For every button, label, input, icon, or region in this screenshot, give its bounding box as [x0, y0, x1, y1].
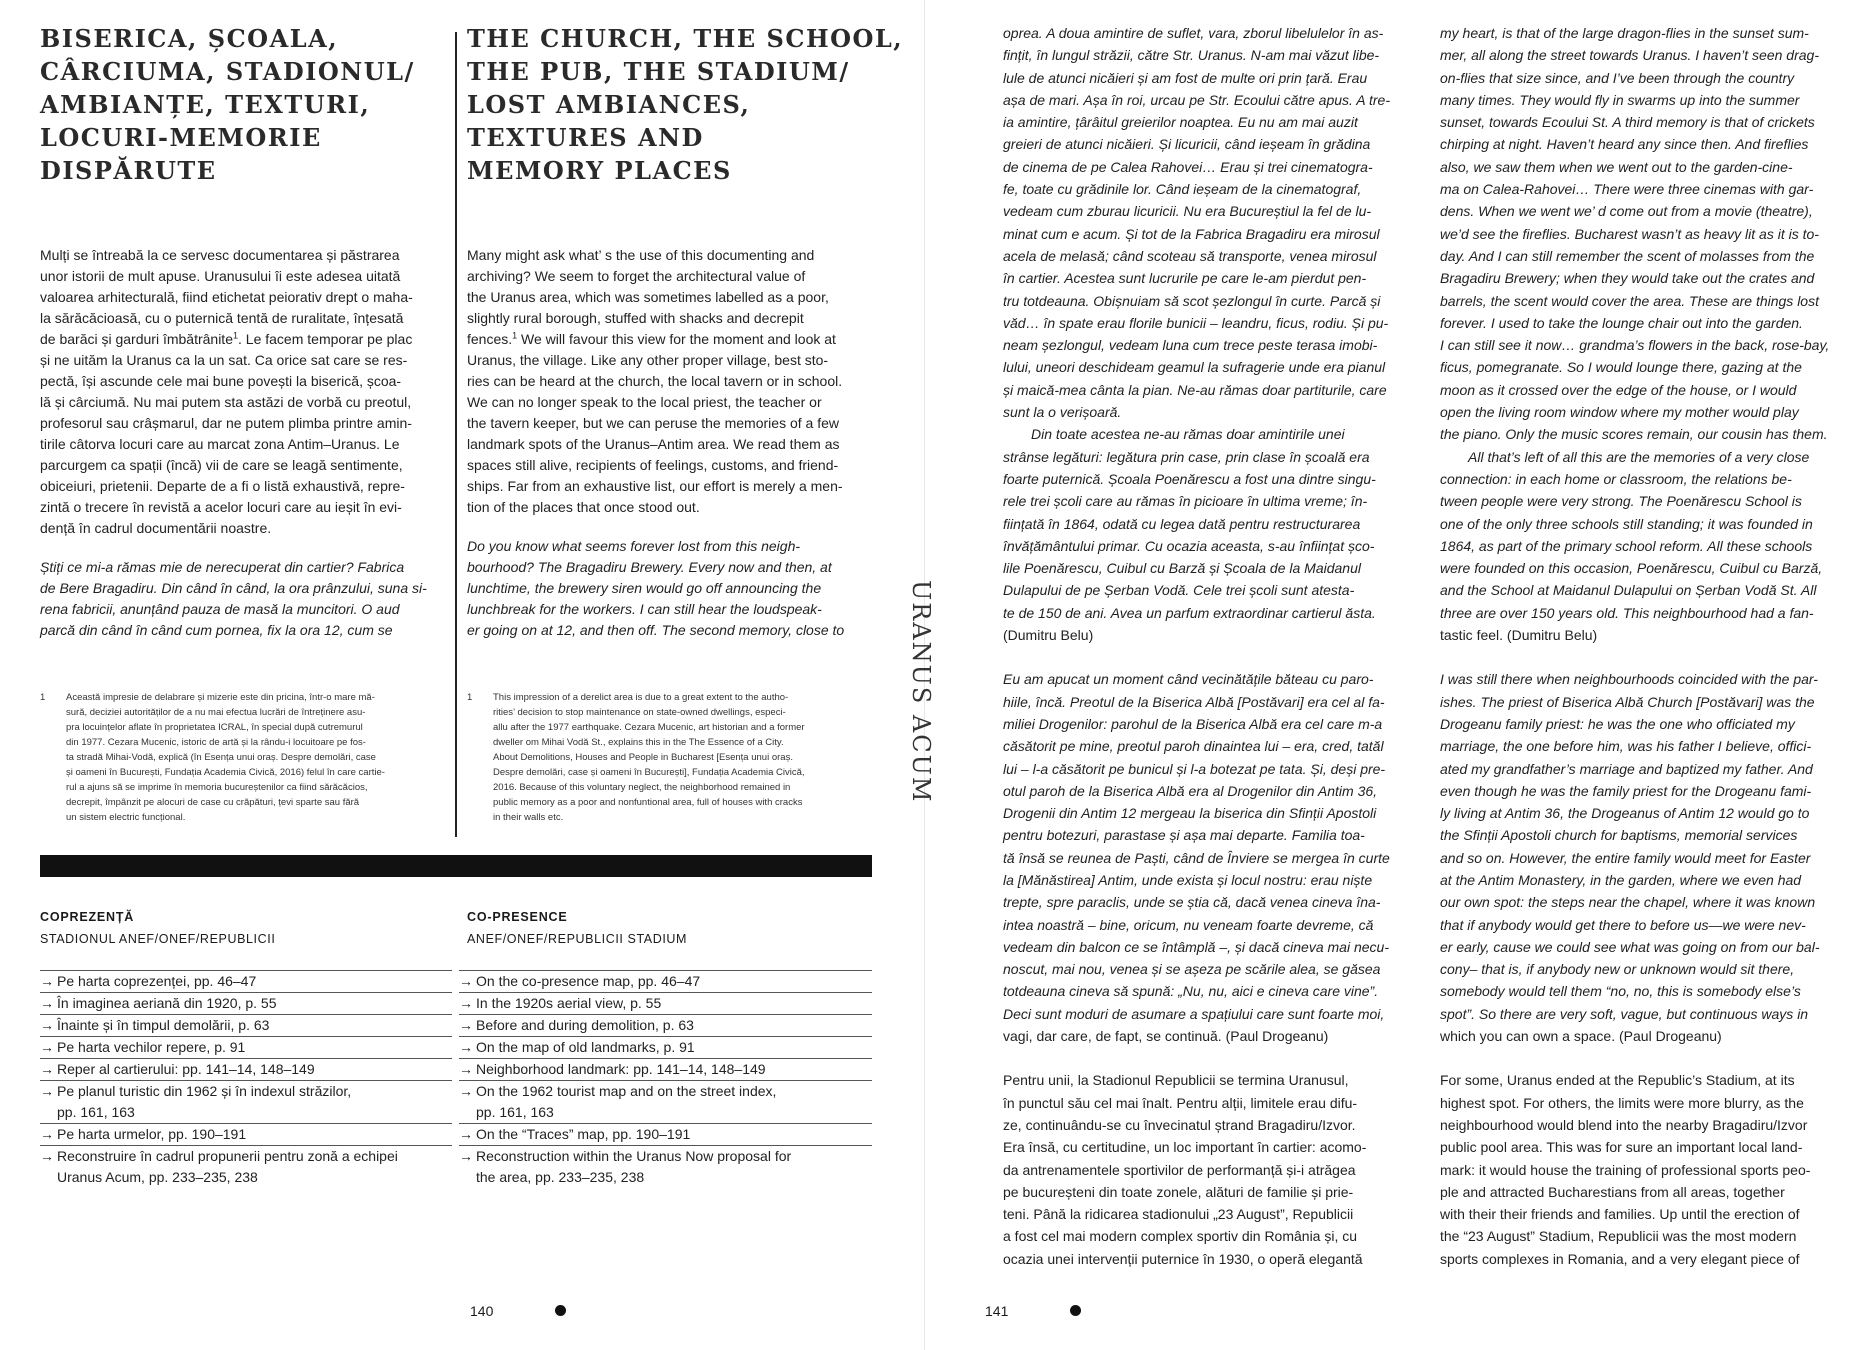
text-line: sunset, towards Ecoului St. A third memory is that of crickets	[1440, 114, 1815, 131]
arrow-right-icon: →	[459, 1017, 473, 1033]
headline-line: THE PUB, THE STADIUM/	[467, 57, 850, 86]
text-line: we’d see the fireflies. Bucharest wasn’t as heavy lit as it is to-	[1440, 225, 1819, 242]
text-line: văd… în spate erau florile bunicii – leandru, ficus, rodiu. Și pu-	[1003, 314, 1389, 331]
left-page	[0, 0, 924, 1350]
text-line: I was still there when neighbourhoods coincided with the par-	[1440, 671, 1818, 688]
text-line: noscut, mai nou, venea și se așeza pe scările alea, se găsea	[1003, 961, 1381, 978]
text-line: teni. Până la ridicarea stadionului „23 August”, Republicii	[1003, 1206, 1354, 1223]
paragraph-gap	[40, 539, 445, 557]
reference-item[interactable]	[459, 992, 872, 1014]
reference-item[interactable]	[40, 992, 452, 1014]
reference-text: On the co-presence map, pp. 46–47	[476, 973, 701, 989]
paragraph-gap	[1440, 646, 1840, 668]
arrow-right-icon: →	[40, 1017, 54, 1033]
text-line: Dulapului de pe Șerban Vodă. Cele trei școli sunt atesta-	[1003, 582, 1355, 599]
text-line: ze, continuându-se cu învecinatul ștrand Bragadiru/Izvor.	[1003, 1116, 1356, 1133]
text-line: spot”. So there are very soft, vague, but continuous ways in	[1440, 1005, 1809, 1022]
footnote-line: rities’ decision to stop maintenance on state-owned dwellings, especi-	[493, 707, 786, 718]
text-line: (Dumitru Belu)	[1003, 627, 1094, 644]
quote-line: lunchbreak for the workers. I can still hear the loudspeak-	[467, 601, 822, 617]
arrow-right-icon: →	[40, 995, 54, 1011]
text-line: Drogeanu family priest: he was the one who officiated my	[1440, 715, 1795, 732]
text-line: fe, toate cu grădinile lor. Când ieșeam de la cinematograf,	[1003, 181, 1362, 198]
reference-item[interactable]	[40, 1080, 452, 1123]
text-line: minat cum e acum. Și tot de la Fabrica Bragadiru era mirosul	[1003, 225, 1380, 242]
text-line: dență în cadrul documentării noastre.	[40, 520, 272, 536]
arrow-right-icon: →	[459, 1126, 473, 1142]
column-rule	[455, 32, 457, 837]
text-line: highest spot. For others, the limits were more blurry, as the	[1440, 1094, 1804, 1111]
footnote-line: 2016. Because of this voluntary neglect, the neighborhood remained in	[493, 782, 791, 793]
text-line: unor istorii de mult apuse. Uranusului îi este adesea uitată	[40, 268, 401, 284]
reference-text: Before and during demolition, p. 63	[476, 1017, 694, 1033]
reference-text: Uranus Acum, pp. 233–235, 238	[57, 1169, 258, 1185]
arrow-right-icon: →	[459, 1039, 473, 1055]
text-line: ries can be heard at the church, the local tavern or in school.	[467, 373, 843, 389]
reference-text: Reconstruction within the Uranus Now proposal for	[476, 1148, 792, 1164]
text-line: căsătorit pe mine, preotul paroh dinaintea lui – era, cred, tatăl	[1003, 738, 1384, 755]
text-line: 1864, as part of the primary school reform. All these schools	[1440, 537, 1813, 554]
paragraph-gap	[1003, 646, 1398, 668]
text-line: Bragadiru Brewery; when they would take out the crates and	[1440, 270, 1815, 287]
footnote-line: dweller om Mihai Vodă St., explains this in the The Essence of a City.	[493, 737, 784, 748]
text-line: vagi, dar care, de fapt, se continuă. (Paul Drogeanu)	[1003, 1028, 1329, 1045]
copresence-list-ro	[40, 970, 452, 1188]
reference-item[interactable]	[40, 1123, 452, 1145]
text-line: Pentru unii, la Stadionul Republicii se termina Uranusul,	[1003, 1072, 1349, 1089]
text-line: tru totdeauna. Obișnuiam să scot șezlongul în curte. Parcă și	[1003, 292, 1381, 309]
text-line: forever. I used to take the lounge chair out into the garden.	[1440, 314, 1803, 331]
text-line	[40, 329, 445, 350]
text-line: that if anybody would get there to before us—we were nev-	[1440, 916, 1806, 933]
reference-text: Pe harta urmelor, pp. 190–191	[57, 1126, 247, 1142]
quote-line: bourhood? The Bragadiru Brewery. Every now and then, at	[467, 559, 832, 575]
footnote-line: decrepit, împânzit pe alocuri de case cu crăpături, țevi sparte sau fără	[66, 797, 360, 808]
text-line: și ne uităm la Uranus ca la un sat. Ca orice sat care se res-	[40, 352, 408, 368]
text-line: trepte, spre paraclis, unde se știa că, dacă venea cineva îna-	[1003, 894, 1381, 911]
text-line: profesorul sau crâșmarul, dar ne putem plimba printre amin-	[40, 415, 412, 431]
arrow-right-icon: →	[40, 973, 54, 989]
reference-text: the area, pp. 233–235, 238	[476, 1169, 645, 1185]
text-line: slightly rural borough, stuffed with shacks and decrepit	[467, 310, 804, 326]
running-head: URANUS ACUM	[907, 580, 935, 804]
testimony-column-ro	[1003, 22, 1398, 1270]
text-line: acela de melasă; când scoteau să transporte, venea mirosul	[1003, 247, 1377, 264]
text-line: tion of the places that once stood out.	[467, 499, 700, 515]
arrow-right-icon: →	[459, 973, 473, 989]
text-line: three are over 150 years old. This neighbourhood had a fan-	[1440, 604, 1814, 621]
text-line: tastic feel. (Dumitru Belu)	[1440, 627, 1598, 644]
footnote-number: 1	[40, 692, 46, 703]
text-line: te de 150 de ani. Avea un parfum extraordinar cartierul ăsta.	[1003, 604, 1376, 621]
text-line: the piano. Only the music scores remain, our cousin has them.	[1440, 426, 1828, 443]
reference-text: Înainte și în timpul demolării, p. 63	[57, 1017, 270, 1033]
text-line: greieri de atunci nicăieri. Și licuricii, când ieșeam în grădina	[1003, 136, 1371, 153]
text-line: oprea. A doua amintire de suflet, vara, zborul libelulelor în as-	[1003, 25, 1384, 41]
copresence-header-en	[467, 906, 687, 950]
text-line: Drogenii din Antim 12 mergeau la biserica din Sfinții Apostoli	[1003, 805, 1377, 822]
reference-text: Pe planul turistic din 1962 și în indexul străzilor,	[57, 1083, 352, 1099]
reference-text: pp. 161, 163	[476, 1104, 554, 1120]
text-line: ocazia unei intervenții puternice în 1930, o operă elegantă	[1003, 1250, 1363, 1267]
text-line: da antrenamentele sportivilor de performanță și-i atrăgea	[1003, 1161, 1356, 1178]
text-line: la [Mănăstirea] Antim, unde exista și locul nostru: erau niște	[1003, 871, 1373, 888]
quote-line: lunchtime, the brewery siren would go off announcing the	[467, 580, 822, 596]
text-line: hiile, încă. Preotul de la Biserica Albă [Postăvari] era cel al fa-	[1003, 693, 1385, 710]
text-fragment: . Le facem temporar pe plac	[238, 331, 413, 347]
text-line: pe bucureșteni din toate zonele, alături de familie și prie-	[1003, 1183, 1354, 1200]
text-line: mer, all along the street towards Uranus. I haven’t seen drag-	[1440, 47, 1819, 64]
footnote-line: This impression of a derelict area is due to a great extent to the autho-	[493, 692, 789, 703]
text-line: de cinema de pe Calea Rahovei… Erau și trei cinematogra-	[1003, 158, 1373, 175]
text-line: ly living at Antim 36, the Drogeanus of Antim 12 would go to	[1440, 805, 1810, 822]
footnote-line: public memory as a poor and nonfuntional area, full of houses with cracks	[493, 797, 803, 808]
reference-text: In the 1920s aerial view, p. 55	[476, 995, 662, 1011]
text-line: All that’s left of all this are the memories of a very close	[1468, 448, 1810, 465]
text-line: pentru botezuri, parastase și așa mai departe. Familia toa-	[1003, 827, 1365, 844]
paragraph-gap	[1003, 1047, 1398, 1069]
text-line: day. And I can still remember the scent of molasses from the	[1440, 247, 1815, 264]
footnote-line: un sistem electric funcțional.	[66, 812, 186, 823]
headline-line: LOCURI-MEMORIE	[40, 123, 322, 152]
text-line: ple and attracted Bucharestians from all areas, together	[1440, 1183, 1785, 1200]
text-line: învățământului primar. Cu ocazia aceasta, s-au înființat șco-	[1003, 537, 1375, 554]
text-line: my heart, is that of the large dragon-flies in the sunset sum-	[1440, 25, 1809, 41]
text-line: on-flies that size since, and I’ve been through the country	[1440, 69, 1795, 86]
reference-item[interactable]	[459, 1036, 872, 1058]
text-line: the Uranus area, which was sometimes labelled as a poor,	[467, 289, 829, 305]
text-fragment: fences.	[467, 331, 513, 347]
text-line: chirping at night. Haven’t heard any since then. And fireflies	[1440, 136, 1809, 153]
text-line: somebody would tell them “no, no, this is somebody else’s	[1440, 983, 1801, 1000]
section-divider-bar	[40, 855, 872, 877]
intro-text-en	[467, 245, 877, 641]
intro-text-ro	[40, 245, 445, 641]
headline-line: AMBIANȚE, TEXTURI,	[40, 90, 371, 119]
arrow-right-icon: →	[459, 1083, 473, 1099]
headline-line: THE CHURCH, THE SCHOOL,	[467, 24, 904, 53]
text-line: rele trei școli care au rămas în picioare în ultima vreme; în-	[1003, 493, 1368, 510]
text-line: the Sfinții Apostoli church for baptisms, memorial services	[1440, 827, 1798, 844]
arrow-right-icon: →	[40, 1083, 54, 1099]
text-line: sports complexes in Romania, and a very elegant piece of	[1440, 1250, 1800, 1267]
text-line: tirile câtorva locuri care au marcat zona Antim–Uranus. Le	[40, 436, 400, 452]
quote-line: Știți ce mi-a rămas mie de nerecuperat din cartier? Fabrica	[40, 559, 405, 575]
page-number: 141	[985, 1303, 1009, 1319]
headline-line: LOST AMBIANCES,	[467, 90, 751, 119]
text-line: were founded on this occasion, Poenărescu, Cuibul cu Barză,	[1440, 560, 1823, 577]
text-line: valoarea arhitecturală, fiind etichetat peiorativ drept o maha-	[40, 289, 413, 305]
copresence-subtitle: STADIONUL ANEF/ONEF/REPUBLICII	[40, 932, 276, 946]
footnote-line: ta stradă Mihai-Vodă, explică (în Esența unui oraș. Despre demolări, case	[66, 752, 376, 763]
text-line: ships. Far from an exhaustive list, our effort is merely a men-	[467, 478, 843, 494]
text-line: For some, Uranus ended at the Republic’s Stadium, at its	[1440, 1072, 1795, 1089]
text-line: și maică-mea cânta la pian. Ne-au rămas doar partiturile, care	[1003, 381, 1387, 398]
arrow-right-icon: →	[40, 1126, 54, 1142]
text-line: la sărăcăcioasă, cu o puternică tentă de ruralitate, înțesată	[40, 310, 404, 326]
text-fragment: We will favour this view for the moment and look at	[517, 331, 836, 347]
footnote-marker[interactable]: 1	[512, 330, 518, 341]
footnote-line: și oameni în București, Fundația Academia Civică, 2016) felul în care cartie-	[66, 767, 385, 778]
headline-line: DISPĂRUTE	[40, 156, 217, 185]
text-line: sunt la o verișoară.	[1003, 404, 1122, 421]
reference-item[interactable]	[40, 970, 452, 992]
footnote-line: rul a ajuns să se imprime în memoria bucureștenilor ca fiind sărăcăcios,	[66, 782, 368, 793]
text-line: open the living room window where my mother would play	[1440, 404, 1799, 421]
text-line: lului, uneori deschideam geamul la sufragerie unde era pianul	[1003, 359, 1386, 376]
text-line: strânse legături: legătura prin case, prin clase în școală era	[1003, 448, 1370, 465]
text-line: also, we saw them when we went out to the garden-cine-	[1440, 158, 1793, 175]
reference-text: Reconstruire în cadrul propunerii pentru zonă a echipei	[57, 1148, 398, 1164]
text-line: ishes. The priest of Biserica Albă Church [Postăvari] was the	[1440, 693, 1815, 710]
text-line: landmark spots of the Uranus–Antim area. We read them as	[467, 436, 840, 452]
reference-text: Reper al cartierului: pp. 141–14, 148–149	[57, 1061, 315, 1077]
reference-text: În imaginea aeriană din 1920, p. 55	[57, 995, 277, 1011]
text-fragment: de barăci și garduri îmbătrânite	[40, 331, 233, 347]
text-line: vedeam din balcon ce se întâmplă –, și dacă cineva mai necu-	[1003, 938, 1389, 955]
text-line: Eu am apucat un moment când vecinătățile băteau cu paro-	[1003, 671, 1374, 688]
page-number: 140	[470, 1303, 494, 1319]
arrow-right-icon: →	[40, 1061, 54, 1077]
text-line: în cartier. Acestea sunt lucrurile pe care le-am pierdut pen-	[1003, 270, 1367, 287]
reference-item[interactable]	[459, 1145, 872, 1188]
text-line: ia amintire, țârâitul greierilor noaptea. Eu nu am mai auzit	[1003, 114, 1358, 131]
text-line: totdeauna cineva să spună: „Nu, nu, aici e cineva care vine”.	[1003, 983, 1379, 1000]
text-line: with their their friends and families. Up until the erection of	[1440, 1206, 1800, 1223]
reference-text: Neighborhood landmark: pp. 141–14, 148–149	[476, 1061, 766, 1077]
reference-item[interactable]	[459, 1014, 872, 1036]
text-line: barrels, the scent would cover the area. These are things lost	[1440, 292, 1819, 309]
text-line: and the School at Maidanul Dulapului on Șerban Vodă St. All	[1440, 582, 1817, 599]
quote-line: parcă din când în când cum pornea, fix la ora 12, cum se	[40, 622, 393, 638]
footnote-line: sură, deciziei autorităților de a nu mai efectua lucrări de întreținere asu-	[66, 707, 366, 718]
reference-item[interactable]	[459, 1058, 872, 1080]
text-line: archiving? We seem to forget the architectural value of	[467, 268, 806, 284]
text-line: the “23 August” Stadium, Republicii was the most modern	[1440, 1228, 1797, 1245]
text-line: neam șezlongul, vedeam luna cum trece peste terasa imobi-	[1003, 337, 1378, 354]
text-line: mark: it would house the training of professional sports peo-	[1440, 1161, 1811, 1178]
text-line: ated my grandfather’s marriage and baptized my father. And	[1440, 760, 1813, 777]
arrow-right-icon: →	[40, 1148, 54, 1164]
text-line: parcurgem ca spații (încă) vii de care se leagă sentimente,	[40, 457, 403, 473]
text-line: and so on. However, the entire family would meet for Easter	[1440, 849, 1811, 866]
text-line: moon as it crossed over the edge of the house, or I would	[1440, 381, 1797, 398]
text-line: Din toate acestea ne-au rămas doar amintirile unei	[1031, 426, 1345, 443]
text-line: foarte puternică. Școala Poenărescu a fost una dintre singu-	[1003, 470, 1376, 487]
footnote-line: pra locuințelor aflate în proprietatea ICRAL, în special după cutremurul	[66, 722, 363, 733]
reference-text: Pe harta vechilor repere, p. 91	[57, 1039, 246, 1055]
quote-line: er going on at 12, and then off. The second memory, close to	[467, 622, 845, 638]
text-line: miliei Drogenilor: parohul de la Biserica Albă era cel care m-a	[1003, 715, 1383, 732]
headline-line: TEXTURES AND	[467, 123, 704, 152]
text-line: We can no longer speak to the local priest, the teacher or	[467, 394, 822, 410]
footnote-number: 1	[467, 692, 473, 703]
text-line: many times. They would fly in swarms up into the summer	[1440, 91, 1800, 108]
reference-text: Pe harta coprezenței, pp. 46–47	[57, 973, 257, 989]
text-line: Uranus, the village. Like any other proper village, best sto-	[467, 352, 829, 368]
quote-line: Do you know what seems forever lost from this neigh-	[467, 538, 801, 554]
arrow-right-icon: →	[40, 1039, 54, 1055]
page-dot	[555, 1305, 566, 1316]
text-line: Mulți se întreabă la ce servesc documentarea și păstrarea	[40, 247, 400, 263]
text-line: Era însă, cu certitudine, un loc important în cartier: acomo-	[1003, 1139, 1367, 1156]
reference-text: On the 1962 tourist map and on the street index,	[476, 1083, 777, 1099]
footnote-line: Această impresie de delabrare și mizerie este din pricina, într-o mare mă-	[66, 692, 375, 703]
reference-item[interactable]	[459, 970, 872, 992]
reference-text: pp. 161, 163	[57, 1104, 135, 1120]
text-line: connection: in each home or classroom, the relations be-	[1440, 470, 1792, 487]
footnote-line: About Demolitions, Houses and People in Bucharest [Esența unui oraș.	[493, 752, 793, 763]
headline-line: CÂRCIUMA, STADIONUL/	[40, 57, 415, 86]
headline-line: BISERICA, ȘCOALA,	[40, 24, 339, 53]
text-line: fințit, în lungul străzii, către Str. Uranus. N-am mai văzut libe-	[1003, 47, 1380, 64]
headline-ro	[40, 22, 440, 187]
footnote-marker[interactable]: 1	[233, 330, 239, 341]
reference-item[interactable]	[459, 1080, 872, 1123]
text-line: dens. When we went we’ d come out from a movie (theatre),	[1440, 203, 1813, 220]
text-line: our own spot: the steps near the chapel, where it was known	[1440, 894, 1816, 911]
text-line: at the Antim Monastery, in the garden, where we even had	[1440, 871, 1802, 888]
paragraph-gap	[467, 518, 877, 536]
reference-text: On the “Traces” map, pp. 190–191	[476, 1126, 691, 1142]
text-line: one of the only three schools still standing; it was founded in	[1440, 515, 1813, 532]
text-line: vedeam cum zburau licuricii. Nu era Bucureștiul la fel de lu-	[1003, 203, 1372, 220]
copresence-header-ro	[40, 906, 275, 950]
text-line: the tavern keeper, but we can peruse the memories of a few	[467, 415, 839, 431]
footnote-line: allu after the 1977 earthquake. Cezara Mucenic, art historian and a former	[493, 722, 805, 733]
text-line: I can still see it now… grandma’s flowers in the back, rose-bay,	[1440, 337, 1830, 354]
text-line: otul paroh de la Biserica Albă era al Drogenilor din Antim 36,	[1003, 782, 1378, 799]
page-dot	[1070, 1305, 1081, 1316]
reference-item[interactable]	[40, 1036, 452, 1058]
reference-item[interactable]	[459, 1123, 872, 1145]
text-line: zintă o trecere în revistă a acelor locuri care au ieșit în evi-	[40, 499, 402, 515]
text-line: ființată în 1864, odată cu legea dată pentru restructurarea	[1003, 515, 1361, 532]
text-line: spaces still alive, recipients of feelings, customs, and friend-	[467, 457, 839, 473]
text-line: Deci sunt moduri de asumare a spațiului care sunt foarte moi,	[1003, 1005, 1385, 1022]
text-line: lule de atunci nicăieri și am fost de multe ori prin țară. Erau	[1003, 69, 1368, 86]
text-line: lă și cârciumă. Nu mai putem sta astăzi de vorbă cu preotul,	[40, 394, 412, 410]
headline-line: MEMORY PLACES	[467, 156, 732, 185]
reference-text: On the map of old landmarks, p. 91	[476, 1039, 695, 1055]
text-line	[467, 329, 877, 350]
text-line: Many might ask what’ s the use of this documenting and	[467, 247, 815, 263]
text-line: obiceiuri, prietenii. Departe de a fi o listă exhaustivă, repre-	[40, 478, 405, 494]
footnote-line: din 1977. Cezara Mucenic, istoric de artă și la rându-i locuitoare pe fos-	[66, 737, 366, 748]
copresence-list-en	[459, 970, 872, 1188]
text-line: în punctul său cel mai înalt. Pentru alții, limitele erau difu-	[1003, 1094, 1358, 1111]
footnote-line: in their walls etc.	[493, 812, 564, 823]
text-line: cony– that is, if anybody new or unknown would sit there,	[1440, 961, 1795, 978]
text-line: tween people were very strong. The Poenărescu School is	[1440, 493, 1802, 510]
reference-item[interactable]	[40, 1058, 452, 1080]
copresence-title: COPREZENȚĂ	[40, 910, 135, 924]
text-line: even though he was the family priest for the Drogeanu fami-	[1440, 782, 1812, 799]
text-line: tă însă se reunea de Paști, când de Înviere se mergea în curte	[1003, 849, 1390, 866]
copresence-title: CO-PRESENCE	[467, 910, 568, 924]
arrow-right-icon: →	[459, 1061, 473, 1077]
text-line: neighbourhood would blend into the nearby Bragadiru/Izvor	[1440, 1116, 1808, 1133]
quote-line: de Bere Bragadiru. Din când în când, la ora prânzului, suna si-	[40, 580, 427, 596]
reference-item[interactable]	[40, 1014, 452, 1036]
paragraph-gap	[1440, 1047, 1840, 1069]
text-line: pectă, își ascunde cele mai bune povești la biserică, școa-	[40, 373, 402, 389]
text-line: ficus, pomegranate. So I would lounge there, gazing at the	[1440, 359, 1802, 376]
arrow-right-icon: →	[459, 1148, 473, 1164]
footnote-line: Despre demolări, case și oameni în București], Fundația Academia Civică,	[493, 767, 805, 778]
headline-en	[467, 22, 904, 187]
text-line: lile Poenărescu, Cuibul cu Barză și Școala de la Maidanul	[1003, 560, 1361, 577]
text-line: intea noastră – bine, oricum, nu veneam foarte devreme, că	[1003, 916, 1374, 933]
text-line: ma on Calea-Rahovei… There were three cinemas with gar-	[1440, 181, 1814, 198]
reference-item[interactable]	[40, 1145, 452, 1188]
arrow-right-icon: →	[459, 995, 473, 1011]
testimony-column-en	[1440, 22, 1840, 1270]
copresence-subtitle: ANEF/ONEF/REPUBLICII STADIUM	[467, 932, 688, 946]
text-line: lui – l-a căsătorit pe bunicul și l-a botezat pe tata. Și, deși pre-	[1003, 760, 1386, 777]
quote-line: rena fabricii, anunțând pauza de masă la muncitori. O aud	[40, 601, 400, 617]
text-line: public pool area. This was for sure an important local land-	[1440, 1139, 1803, 1156]
text-line: a fost cel mai modern complex sportiv din România și, cu	[1003, 1228, 1358, 1245]
text-line: așa de mari. Așa în roi, urcau pe Str. Ecoului către apus. A tre-	[1003, 91, 1390, 108]
text-line: er early, cause we could see what was going on from our bal-	[1440, 938, 1820, 955]
text-line: marriage, the one before him, was his father I believe, offici-	[1440, 738, 1812, 755]
text-line: which you can own a space. (Paul Drogeanu)	[1440, 1028, 1722, 1045]
